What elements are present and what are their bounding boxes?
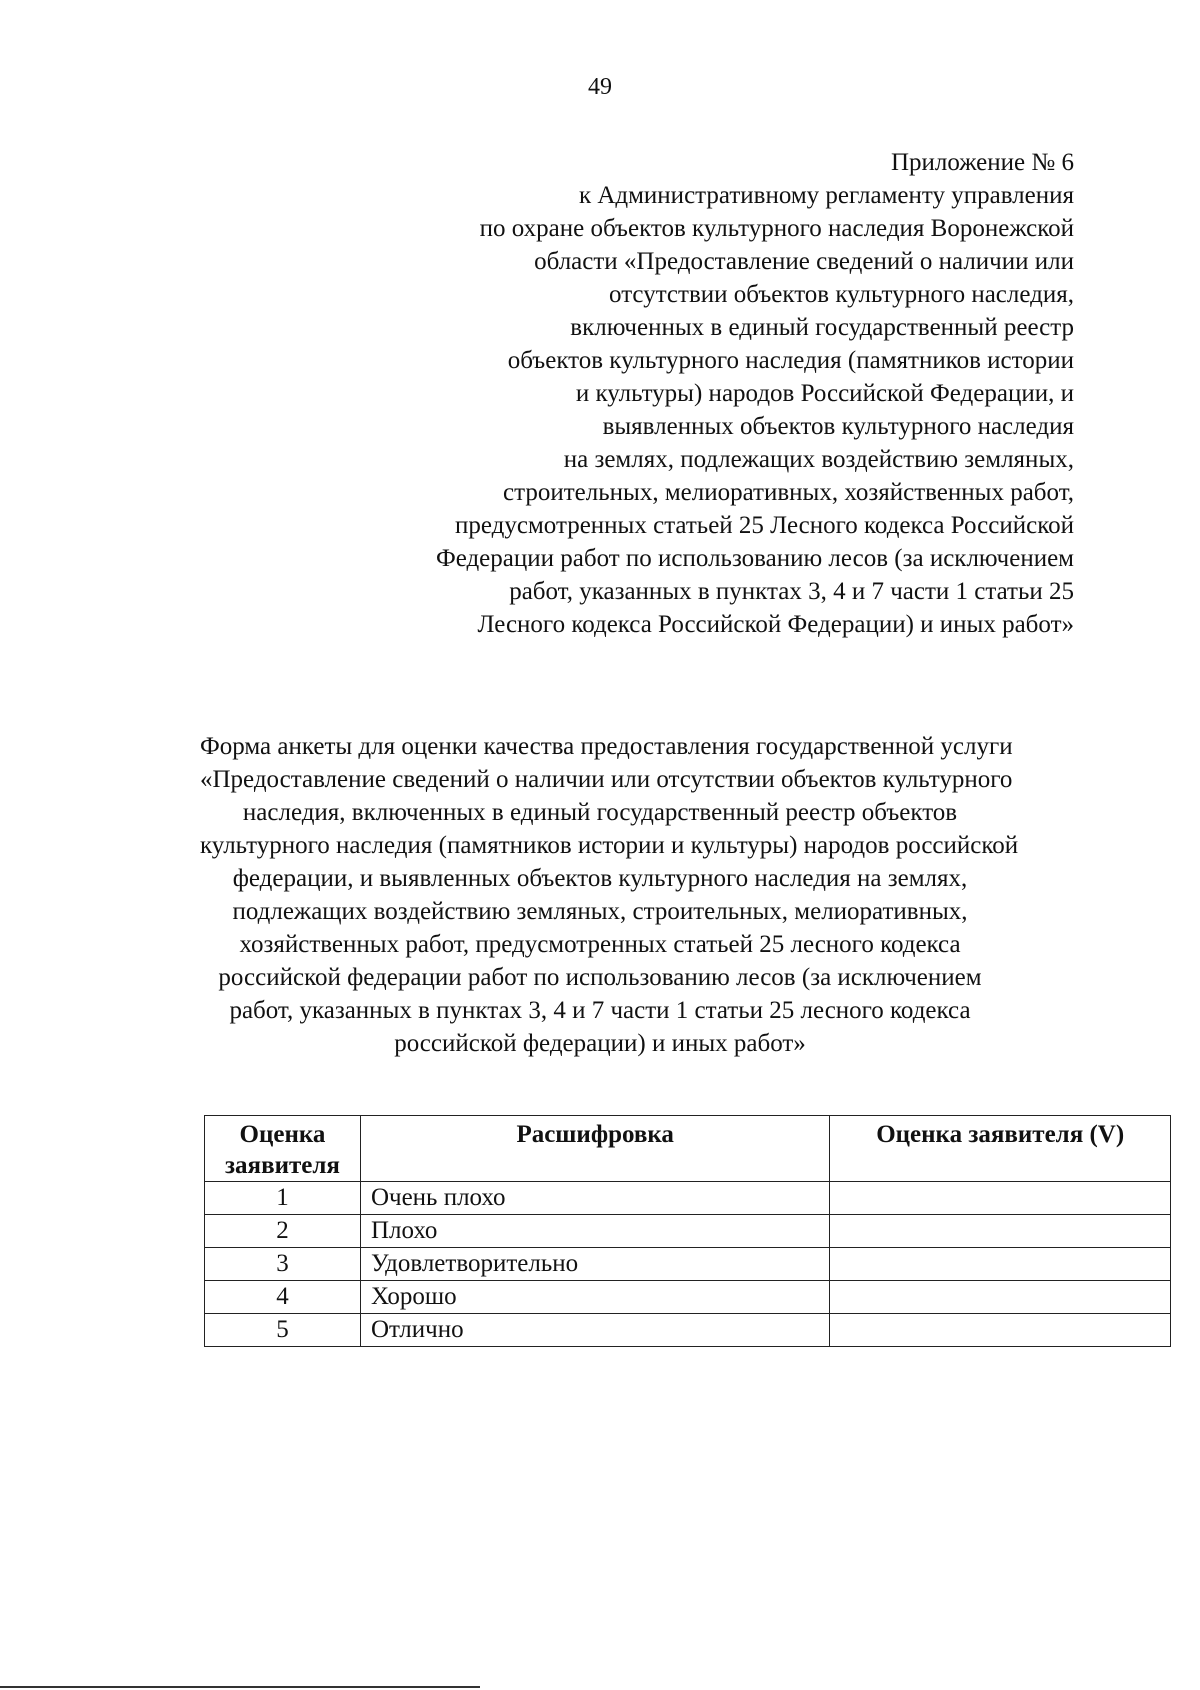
appendix-line: включенных в единый государственный реестр — [570, 314, 1074, 341]
appendix-line: Федерации работ по использованию лесов (за исключением — [435, 545, 1074, 572]
appendix-line: строительных, мелиоративных, хозяйственных работ, — [503, 479, 1074, 506]
table-row — [205, 1281, 1171, 1314]
appendix-line: на землях, подлежащих воздействию земляных, — [563, 446, 1074, 473]
form-title-line: культурного наследия (памятников истории и культуры) народов российской — [200, 832, 1019, 859]
appendix-line: выявленных объектов культурного наследия — [602, 413, 1074, 440]
appendix-line: объектов культурного наследия (памятников истории — [507, 347, 1074, 374]
form-title — [200, 730, 1019, 1060]
page-number: 49 — [588, 74, 612, 100]
form-title-line: работ, указанных в пунктах 3, 4 и 7 части 1 статьи 25 лесного кодекса — [229, 997, 971, 1024]
mark-cell[interactable] — [830, 1215, 1171, 1248]
label-cell: Плохо — [360, 1215, 829, 1248]
appendix-line: Приложение № 6 — [890, 149, 1074, 176]
label-cell: Хорошо — [360, 1281, 829, 1314]
table-row — [205, 1248, 1171, 1281]
score-cell: 5 — [205, 1314, 361, 1347]
score-cell: 1 — [205, 1182, 361, 1215]
table-row — [205, 1314, 1171, 1347]
header-applicant-mark: Оценка заявителя (V) — [830, 1116, 1171, 1182]
form-title-line: российской федерации работ по использованию лесов (за исключением — [218, 964, 982, 991]
mark-cell[interactable] — [830, 1248, 1171, 1281]
form-title-line: подлежащих воздействию земляных, строительных, мелиоративных, — [232, 898, 968, 925]
table-row — [205, 1182, 1171, 1215]
appendix-line: по охране объектов культурного наследия Воронежской — [479, 215, 1074, 242]
form-title-line: Форма анкеты для оценки качества предоставления государственной услуги — [200, 733, 1013, 760]
rating-table — [204, 1115, 1171, 1347]
score-cell: 3 — [205, 1248, 361, 1281]
form-title-line: федерации, и выявленных объектов культурного наследия на землях, — [232, 865, 968, 892]
table-row — [205, 1215, 1171, 1248]
score-cell: 2 — [205, 1215, 361, 1248]
label-cell: Удовлетворительно — [360, 1248, 829, 1281]
mark-cell[interactable] — [830, 1281, 1171, 1314]
appendix-line: предусмотренных статьей 25 Лесного кодекса Российской — [455, 512, 1074, 539]
appendix-line: Лесного кодекса Российской Федерации) и иных работ» — [477, 611, 1074, 638]
table-header-row — [205, 1116, 1171, 1182]
form-title-line: российской федерации) и иных работ» — [394, 1030, 806, 1057]
form-title-line: наследия, включенных в единый государственный реестр объектов — [242, 799, 958, 826]
mark-cell[interactable] — [830, 1314, 1171, 1347]
appendix-line: области «Предоставление сведений о наличии или — [534, 248, 1074, 275]
form-title-line: «Предоставление сведений о наличии или отсутствии объектов культурного — [200, 766, 1013, 793]
mark-cell[interactable] — [830, 1182, 1171, 1215]
appendix-line: к Административному регламенту управления — [578, 182, 1074, 209]
header-score: Оценка заявителя — [205, 1116, 361, 1182]
label-cell: Отлично — [360, 1314, 829, 1347]
score-cell: 4 — [205, 1281, 361, 1314]
label-cell: Очень плохо — [360, 1182, 829, 1215]
form-title-line: хозяйственных работ, предусмотренных статьей 25 лесного кодекса — [239, 931, 961, 958]
header-description: Расшифровка — [360, 1116, 829, 1182]
appendix-line: отсутствии объектов культурного наследия, — [609, 281, 1074, 308]
appendix-line: работ, указанных в пунктах 3, 4 и 7 части 1 статьи 25 — [509, 578, 1074, 605]
appendix-line: и культуры) народов Российской Федерации, и — [575, 380, 1074, 407]
appendix-header — [314, 146, 1074, 641]
bottom-divider — [0, 1686, 480, 1688]
